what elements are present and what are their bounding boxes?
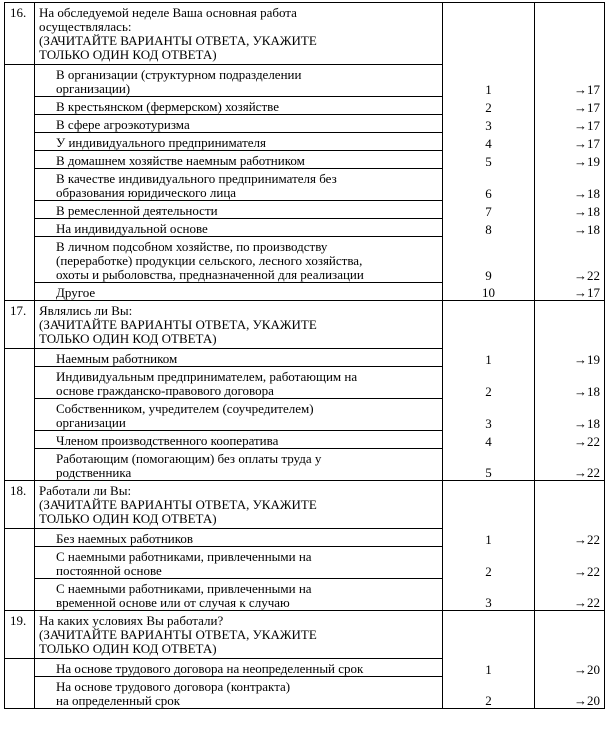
number-cell-empty [5,97,35,115]
question-number: 16. [5,3,35,65]
jump-cell-empty [535,3,605,65]
answer-option-row [5,677,605,709]
answer-option-label [35,133,443,151]
answer-option-text: В домашнем хозяйстве наемным работником [56,153,305,168]
skip-to-question: →17 [535,115,605,133]
answer-code: 4 [443,431,535,449]
number-cell-empty [5,399,35,431]
skip-to-question: →22 [535,237,605,283]
answer-option-row [5,169,605,201]
number-cell-empty [5,151,35,169]
answer-code: 8 [443,219,535,237]
answer-option-text: В крестьянском (фермерском) хозяйстве [56,99,279,114]
skip-to-question: →20 [535,677,605,709]
question-instruction: (ЗАЧИТАЙТЕ ВАРИАНТЫ ОТВЕТА, УКАЖИТЕ [39,627,317,642]
question-number: 17. [5,301,35,349]
answer-option-row [5,579,605,611]
question-text: На каких условиях Вы работали? [39,613,224,628]
answer-option-label [35,349,443,367]
skip-to-question: →18 [535,219,605,237]
question-text-cell [35,481,443,529]
answer-option-label [35,529,443,547]
question-instruction: ТОЛЬКО ОДИН КОД ОТВЕТА) [39,47,217,62]
question-number: 18. [5,481,35,529]
answer-option-text: В личном подсобном хозяйстве, по производству [56,239,328,254]
answer-option-label [35,237,443,283]
answer-code: 7 [443,201,535,219]
answer-option-text: Работающим (помогающим) без оплаты труда у [56,451,322,466]
question-row [5,301,605,349]
number-cell-empty [5,201,35,219]
answer-option-label [35,677,443,709]
skip-to-question: →22 [535,431,605,449]
answer-option-text: На индивидуальной основе [56,221,208,236]
answer-code: 2 [443,547,535,579]
answer-option-text: (переработке) продукции сельского, лесного хозяйства, [56,253,363,268]
answer-option-row [5,659,605,677]
skip-to-question: →17 [535,133,605,151]
question-instruction: ТОЛЬКО ОДИН КОД ОТВЕТА) [39,331,217,346]
answer-option-label [35,283,443,301]
answer-option-row [5,65,605,97]
skip-to-question: →22 [535,579,605,611]
answer-option-label [35,201,443,219]
question-text: На обследуемой неделе Ваша основная работа [39,5,297,20]
number-cell-empty [5,133,35,151]
answer-option-label [35,219,443,237]
answer-option-text: Индивидуальным предпринимателем, работающим на [56,369,358,384]
answer-option-text: на определенный срок [56,693,181,708]
question-text-cell [35,301,443,349]
code-cell-empty [443,481,535,529]
question-instruction: (ЗАЧИТАЙТЕ ВАРИАНТЫ ОТВЕТА, УКАЖИТЕ [39,497,317,512]
answer-option-label [35,65,443,97]
number-cell-empty [5,431,35,449]
number-cell-empty [5,677,35,709]
answer-code: 2 [443,97,535,115]
skip-to-question: →17 [535,65,605,97]
answer-option-row [5,219,605,237]
answer-option-text: В ремесленной деятельности [56,203,218,218]
answer-option-row [5,201,605,219]
answer-code: 2 [443,367,535,399]
answer-code: 6 [443,169,535,201]
answer-option-text: организации [56,415,126,430]
answer-option-text: постоянной основе [56,563,162,578]
answer-option-row [5,399,605,431]
jump-cell-empty [535,301,605,349]
answer-code: 3 [443,399,535,431]
answer-option-text: На основе трудового договора (контракта) [56,679,291,694]
skip-to-question: →18 [535,399,605,431]
skip-to-question: →20 [535,659,605,677]
number-cell-empty [5,367,35,399]
question-text: осуществлялась: [39,19,132,34]
answer-code: 5 [443,151,535,169]
answer-option-text: Наемным работником [56,351,178,366]
number-cell-empty [5,65,35,97]
answer-option-text: Членом производственного кооператива [56,433,279,448]
answer-option-row [5,367,605,399]
skip-to-question: →19 [535,349,605,367]
number-cell-empty [5,169,35,201]
answer-option-text: В качестве индивидуального предпринимателя без [56,171,337,186]
answer-option-label [35,97,443,115]
answer-option-label [35,449,443,481]
jump-cell-empty [535,481,605,529]
number-cell-empty [5,237,35,283]
answer-option-text: Без наемных работников [56,531,194,546]
answer-option-row [5,449,605,481]
answer-option-label [35,547,443,579]
question-text: Являлись ли Вы: [39,303,133,318]
number-cell-empty [5,579,35,611]
answer-code: 1 [443,65,535,97]
answer-code: 2 [443,677,535,709]
answer-option-label [35,399,443,431]
answer-option-text: У индивидуального предпринимателя [56,135,266,150]
answer-code: 1 [443,659,535,677]
answer-option-row [5,115,605,133]
answer-code: 4 [443,133,535,151]
answer-option-label [35,169,443,201]
answer-option-label [35,151,443,169]
questionnaire-body [5,3,605,709]
answer-option-label [35,115,443,133]
answer-option-row [5,151,605,169]
number-cell-empty [5,449,35,481]
number-cell-empty [5,547,35,579]
question-instruction: ТОЛЬКО ОДИН КОД ОТВЕТА) [39,511,217,526]
answer-code: 3 [443,115,535,133]
answer-option-text: На основе трудового договора на неопределенный срок [56,661,364,676]
jump-cell-empty [535,611,605,659]
question-instruction: (ЗАЧИТАЙТЕ ВАРИАНТЫ ОТВЕТА, УКАЖИТЕ [39,317,317,332]
question-instruction: (ЗАЧИТАЙТЕ ВАРИАНТЫ ОТВЕТА, УКАЖИТЕ [39,33,317,48]
answer-option-text: охоты и рыболовства, предназначенной для реализации [56,267,364,282]
question-row [5,481,605,529]
answer-code: 9 [443,237,535,283]
skip-to-question: →22 [535,547,605,579]
answer-code: 3 [443,579,535,611]
question-text-cell [35,3,443,65]
answer-code: 1 [443,529,535,547]
answer-option-text: С наемными работниками, привлеченными на [56,581,312,596]
number-cell-empty [5,529,35,547]
skip-to-question: →17 [535,97,605,115]
question-number: 19. [5,611,35,659]
answer-option-text: основе гражданско-правового договора [56,383,274,398]
answer-option-row [5,97,605,115]
answer-option-label [35,659,443,677]
answer-option-text: С наемными работниками, привлеченными на [56,549,312,564]
question-text-cell [35,611,443,659]
questionnaire-table [4,2,605,709]
answer-option-label [35,579,443,611]
number-cell-empty [5,659,35,677]
number-cell-empty [5,219,35,237]
answer-option-text: Другое [56,285,96,300]
answer-option-row [5,133,605,151]
answer-option-text: временной основе или от случая к случаю [56,595,290,610]
answer-option-row [5,431,605,449]
answer-option-text: В сфере агроэкотуризма [56,117,190,132]
number-cell-empty [5,115,35,133]
answer-option-text: Собственником, учредителем (соучредителем) [56,401,314,416]
answer-option-text: В организации (структурном подразделении [56,67,302,82]
skip-to-question: →22 [535,529,605,547]
answer-option-row [5,529,605,547]
number-cell-empty [5,283,35,301]
answer-option-row [5,349,605,367]
skip-to-question: →19 [535,151,605,169]
answer-option-text: родственника [56,465,132,480]
answer-option-text: образования юридического лица [56,185,237,200]
question-text: Работали ли Вы: [39,483,132,498]
number-cell-empty [5,349,35,367]
skip-to-question: →17 [535,283,605,301]
answer-option-row [5,237,605,283]
answer-option-label [35,367,443,399]
answer-code: 5 [443,449,535,481]
answer-option-row [5,283,605,301]
answer-code: 1 [443,349,535,367]
code-cell-empty [443,301,535,349]
code-cell-empty [443,3,535,65]
answer-option-row [5,547,605,579]
skip-to-question: →18 [535,201,605,219]
skip-to-question: →18 [535,169,605,201]
answer-code: 10 [443,283,535,301]
answer-option-text: организации) [56,81,131,96]
code-cell-empty [443,611,535,659]
question-row [5,611,605,659]
question-row [5,3,605,65]
answer-option-label [35,431,443,449]
question-instruction: ТОЛЬКО ОДИН КОД ОТВЕТА) [39,641,217,656]
skip-to-question: →22 [535,449,605,481]
skip-to-question: →18 [535,367,605,399]
